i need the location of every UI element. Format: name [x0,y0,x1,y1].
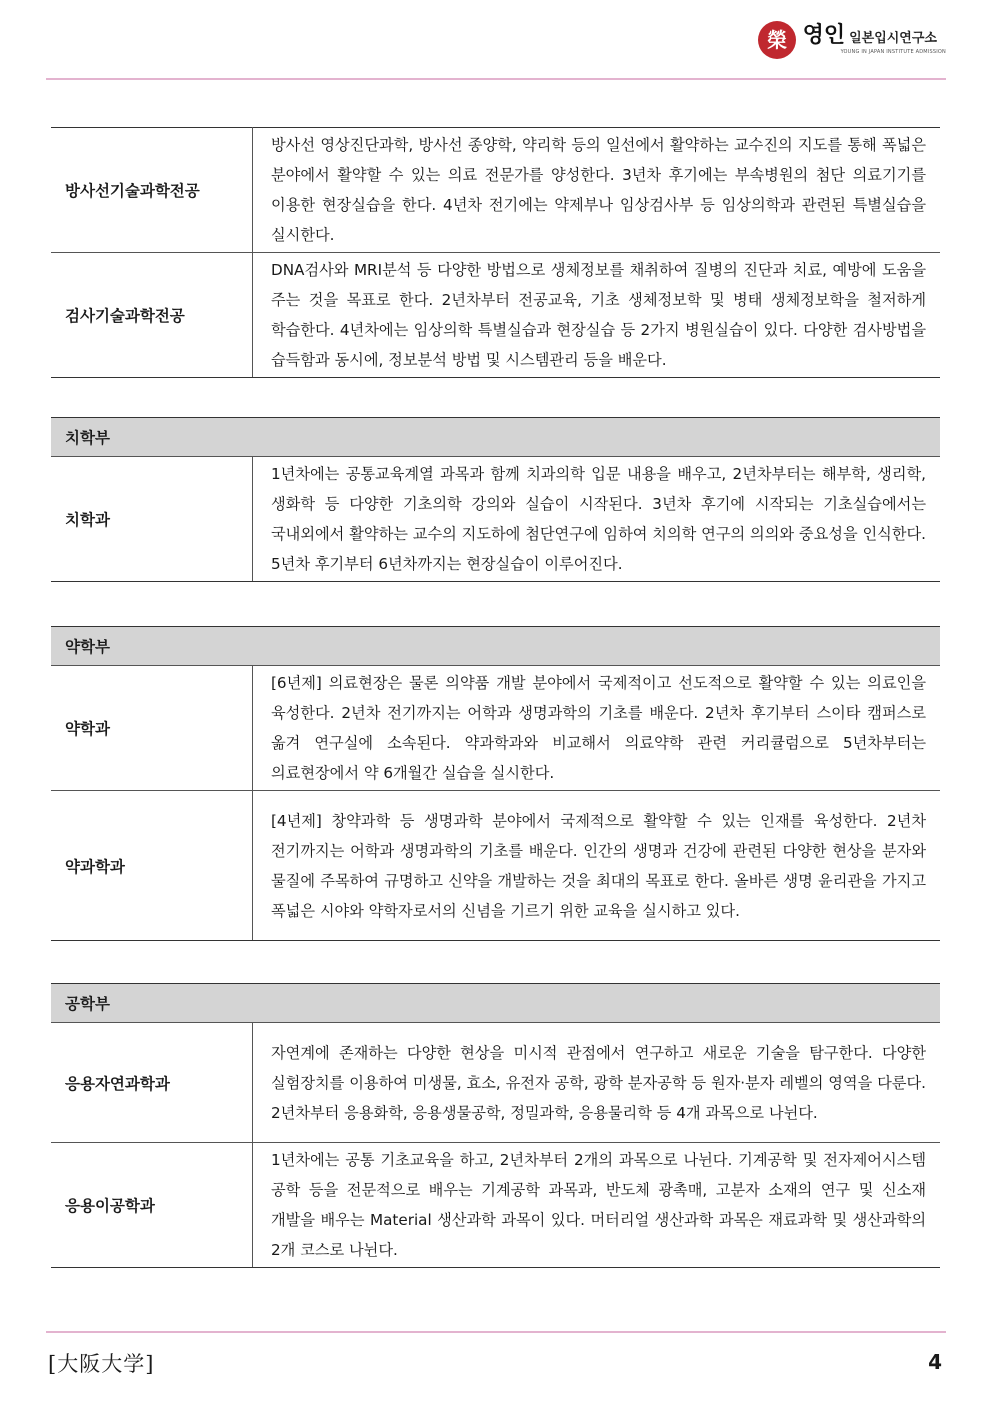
table-row [51,1023,940,1143]
department-name: 방사선기술과학전공 [51,128,253,253]
department-name: 치학과 [51,457,253,582]
logo-subtitle: 일본입시연구소 [849,31,937,46]
table-row [51,457,940,582]
logo-tagline: YOUNG IN JAPAN INSTITUTE ADMISSION [840,49,946,55]
department-name: 약과학과 [51,791,253,941]
section-header-row [51,418,940,457]
section-table-engineering [51,983,940,1268]
department-description: [4년제] 창약과학 등 생명과학 분야에서 국제적으로 활약할 수 있는 인재를 육성한다. 2년차 전기까지는 어학과 생명과학의 기초를 배운다. 인간의 생명과 건강에 관련된 다양한 현상을 분자와 물질에 주목하여 규명하고 신약을 개발하는 것을 최대의 목표로 한다. 올바른 생명 윤리관을 가지고 폭넓은 시야와 약학자로서의 신념을 기르기 위한 교육을 실시하고 있다. [253,791,941,941]
footer-university-name: [大阪大学] [48,1352,155,1376]
table-row [51,791,940,941]
section-title: 약학부 [51,627,940,666]
table-row [51,253,940,378]
footer-divider [46,1331,946,1333]
department-name: 검사기술과학전공 [51,253,253,378]
section-table-pharmacy [51,626,940,941]
department-description: 방사선 영상진단과학, 방사선 종양학, 약리학 등의 일선에서 활약하는 교수진의 지도를 통해 폭넓은 분야에서 활약할 수 있는 의료 전문가를 양성한다. 3년차 후기에는 부속병원의 첨단 의료기기를 이용한 현장실습을 한다. 4년차 전기에는 약제부나 임상검사부 등 임상의학과 관련된 특별실습을 실시한다. [253,128,941,253]
section-header-row [51,627,940,666]
department-name: 응용자연과학과 [51,1023,253,1143]
department-description: 1년차에는 공통 기초교육을 하고, 2년차부터 2개의 과목으로 나뉜다. 기계공학 및 전자제어시스템 공학 등을 전문적으로 배우는 기계공학 과목과, 반도체 광촉매, 고분자 소재의 연구 및 신소재 개발을 배우는 Material 생산과학 과목이 있다. 머터리얼 생산과학 과목은 재료과학 및 생산과학의 2개 코스로 나뉜다. [253,1143,941,1268]
table-row [51,128,940,253]
header-divider [46,78,946,80]
logo-name: 영인 [802,23,846,48]
page-number: 4 [928,1350,942,1374]
department-name: 응용이공학과 [51,1143,253,1268]
header-logo [757,20,946,60]
section-header-row [51,984,940,1023]
section-title: 공학부 [51,984,940,1023]
department-description: 자연계에 존재하는 다양한 현상을 미시적 관점에서 연구하고 새로운 기술을 탐구한다. 다양한 실험장치를 이용하여 미생물, 효소, 유전자 공학, 광학 분자공학 등 원자·분자 레벨의 영역을 다룬다. 2년차부터 응용화학, 응용생물공학, 정밀과학, 응용물리학 등 4개 과목으로 나뉜다. [253,1023,941,1143]
section-table-continued [51,127,940,378]
department-description: DNA검사와 MRI분석 등 다양한 방법으로 생체정보를 채취하여 질병의 진단과 치료, 예방에 도움을 주는 것을 목표로 한다. 2년차부터 전공교육, 기초 생체정보학 및 병태 생체정보학을 철저하게 학습한다. 4년차에는 임상의학 특별실습과 현장실습 등 2가지 병원실습이 있다. 다양한 검사방법을 습득함과 동시에, 정보분석 방법 및 시스템관리 등을 배운다. [253,253,941,378]
department-name: 약학과 [51,666,253,791]
table-row [51,1143,940,1268]
svg-text:榮: 榮 [766,28,787,52]
logo-emblem-icon [757,20,797,60]
section-title: 치학부 [51,418,940,457]
table-row [51,666,940,791]
department-description: 1년차에는 공통교육계열 과목과 함께 치과의학 입문 내용을 배우고, 2년차부터는 해부학, 생리학, 생화학 등 다양한 기초의학 강의와 실습이 시작된다. 3년차 후기에 시작되는 기초실습에서는 국내외에서 활약하는 교수의 지도하에 첨단연구에 임하여 치의학 연구의 의의와 중요성을 인식한다. 5년차 후기부터 6년차까지는 현장실습이 이루어진다. [253,457,941,582]
section-table-dentistry [51,417,940,582]
department-description: [6년제] 의료현장은 물론 의약품 개발 분야에서 국제적이고 선도적으로 활약할 수 있는 의료인을 육성한다. 2년차 전기까지는 어학과 생명과학의 기초를 배운다. 2년차 후기부터 스이타 캠퍼스로 옮겨 연구실에 소속된다. 약과학과와 비교해서 의료약학 관련 커리큘럼으로 5년차부터는 의료현장에서 약 6개월간 실습을 실시한다. [253,666,941,791]
